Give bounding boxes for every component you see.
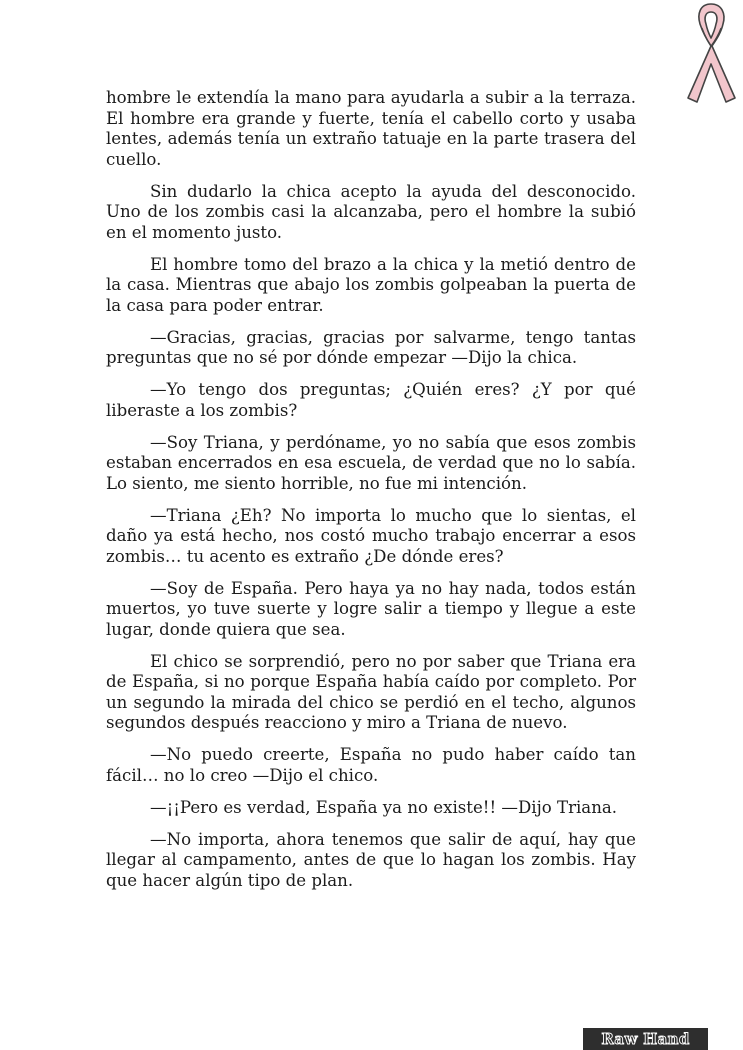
paragraph: —Gracias, gracias, gracias por salvarme, tengo tantas preguntas que no sé por dónde empezar —Dijo la chica. — [106, 327, 636, 367]
paragraph: —No puedo creerte, España no pudo haber caído tan fácil… no lo creo —Dijo el chico. — [106, 745, 636, 785]
paragraph: —Soy de España. Pero haya ya no hay nada, todos están muertos, yo tuve suerte y logre salir a tiempo y llegue a este lugar, donde quiera que sea. — [106, 578, 636, 639]
paragraph: El chico se sorprendió, pero no por saber que Triana era de España, si no porque España había caído por completo. Por un segundo la mirada del chico se perdió en el techo, algunos segundos después reacciono y miro a Triana de nuevo. — [106, 651, 636, 732]
watermark-badge — [583, 1028, 708, 1050]
paragraph: —Soy Triana, y perdóname, yo no sabía que esos zombis estaban encerrados en esa escuela, de verdad que no lo sabía. Lo siento, me siento horrible, no fue mi intención. — [106, 432, 636, 493]
watermark-text: Raw Hand — [601, 1030, 690, 1048]
body-text — [106, 88, 636, 903]
paragraph: Sin dudarlo la chica acepto la ayuda del desconocido. Uno de los zombis casi la alcanzaba, pero el hombre la subió en el momento justo. — [106, 181, 636, 242]
paragraph: —¡¡Pero es verdad, España ya no existe!! —Dijo Triana. — [150, 797, 618, 817]
paragraph: hombre le extendía la mano para ayudarla a subir a la terraza. El hombre era grande y fuerte, tenía el cabello corto y usaba lentes, además tenía un extraño tatuaje en la parte trasera del cuello. — [106, 88, 636, 169]
paragraph: —No importa, ahora tenemos que salir de aquí, hay que llegar al campamento, antes de que lo hagan los zombis. Hay que hacer algún tipo de plan. — [106, 829, 636, 890]
paragraph: —Triana ¿Eh? No importa lo mucho que lo sientas, el daño ya está hecho, nos costó mucho trabajo encerrar a esos zombis… tu acento es extraño ¿De dónde eres? — [106, 505, 636, 566]
awareness-ribbon-icon — [680, 0, 743, 106]
paragraph: El hombre tomo del brazo a la chica y la metió dentro de la casa. Mientras que abajo los zombis golpeaban la puerta de la casa para poder entrar. — [106, 254, 636, 315]
paragraph: —Yo tengo dos preguntas; ¿Quién eres? ¿Y por qué liberaste a los zombis? — [106, 380, 636, 420]
